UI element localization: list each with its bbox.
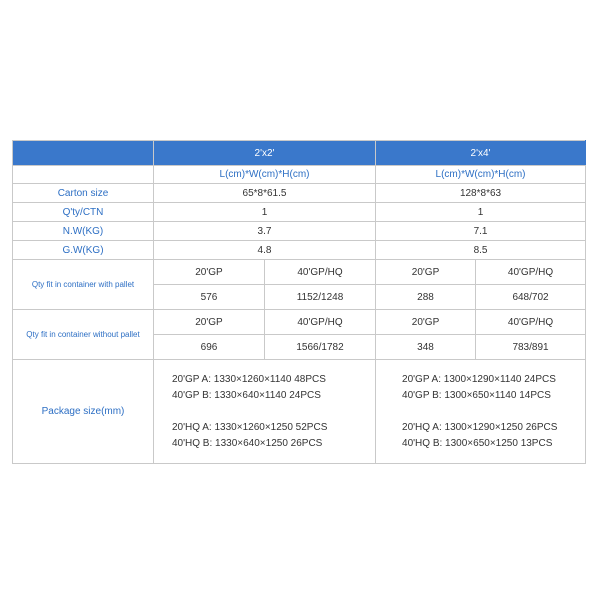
with-pallet-value: 1152/1248 [265,285,376,310]
gross-weight-row [13,241,586,260]
net-weight-col2: 7.1 [376,222,586,241]
gross-weight-col1: 4.8 [154,241,376,260]
package-line: 40'HQ B: 1300×650×1250 13PCS [402,437,553,449]
with-pallet-header: 40'GP/HQ [476,260,586,285]
package-line: 40'GP B: 1300×650×1140 14PCS [402,389,551,401]
net-weight-row [13,222,586,241]
package-line: 20'HQ A: 1330×1260×1250 52PCS [172,421,328,433]
spec-table [12,140,586,464]
with-pallet-header: 20'GP [154,260,265,285]
qty-ctn-label: Q'ty/CTN [13,203,154,222]
qty-ctn-col2: 1 [376,203,586,222]
units-col2: L(cm)*W(cm)*H(cm) [376,166,586,184]
carton-size-col2: 128*8*63 [376,184,586,203]
qty-ctn-row [13,203,586,222]
carton-size-col1: 65*8*61.5 [154,184,376,203]
without-pallet-header-row [13,310,586,335]
package-size-row [13,360,586,464]
without-pallet-header: 40'GP/HQ [476,310,586,335]
carton-size-row [13,184,586,203]
gross-weight-col2: 8.5 [376,241,586,260]
package-line: 20'GP A: 1300×1290×1140 24PCS [402,373,556,385]
with-pallet-value: 288 [376,285,476,310]
package-size-col2 [376,360,586,464]
units-row [13,166,586,184]
package-line: 40'GP B: 1330×640×1140 24PCS [172,389,321,401]
with-pallet-value: 576 [154,285,265,310]
without-pallet-label: Qty fit in container without pallet [13,310,154,360]
without-pallet-value: 783/891 [476,335,586,360]
header-col2: 2'x4' [376,141,586,166]
with-pallet-label: Qty fit in container with pallet [13,260,154,310]
header-blank [13,141,154,166]
without-pallet-header: 20'GP [376,310,476,335]
with-pallet-header: 20'GP [376,260,476,285]
header-row [13,141,586,166]
gross-weight-label: G.W(KG) [13,241,154,260]
package-line: 20'GP A: 1330×1260×1140 48PCS [172,373,326,385]
with-pallet-header: 40'GP/HQ [265,260,376,285]
with-pallet-header-row [13,260,586,285]
units-blank [13,166,154,184]
with-pallet-value: 648/702 [476,285,586,310]
net-weight-label: N.W(KG) [13,222,154,241]
units-col1: L(cm)*W(cm)*H(cm) [154,166,376,184]
package-line: 20'HQ A: 1300×1290×1250 26PCS [402,421,558,433]
package-size-label: Package size(mm) [13,360,154,464]
package-line: 40'HQ B: 1330×640×1250 26PCS [172,437,323,449]
without-pallet-header: 40'GP/HQ [265,310,376,335]
net-weight-col1: 3.7 [154,222,376,241]
carton-size-label: Carton size [13,184,154,203]
without-pallet-value: 1566/1782 [265,335,376,360]
qty-ctn-col1: 1 [154,203,376,222]
header-col1: 2'x2' [154,141,376,166]
without-pallet-header: 20'GP [154,310,265,335]
without-pallet-value: 696 [154,335,265,360]
package-size-col1 [154,360,376,464]
without-pallet-value: 348 [376,335,476,360]
